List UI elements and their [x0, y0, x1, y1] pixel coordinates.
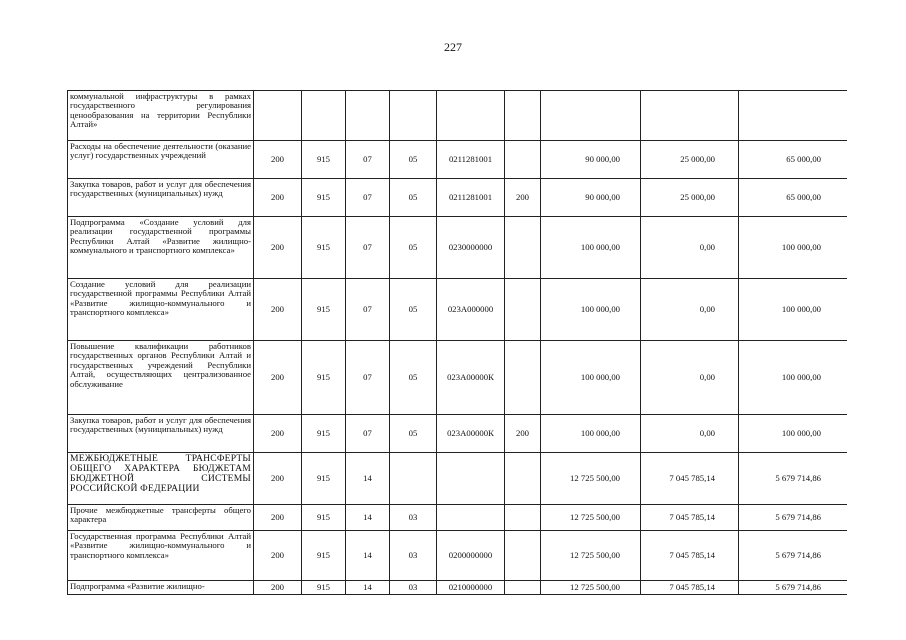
cell-amount-executed: 7 045 785,14 [641, 453, 739, 505]
cell-ministry-code: 915 [302, 531, 346, 581]
cell-admin-code: 200 [254, 217, 302, 279]
cell-ministry-code: 915 [302, 179, 346, 217]
row-description: Расходы на обеспечение деятельности (оказание услуг) государственных учреждений [68, 141, 254, 179]
cell-target-article: 023А00000К [437, 415, 505, 453]
cell-subsection [390, 91, 437, 141]
row-description: Прочие межбюджетные трансферты общего характера [68, 505, 254, 531]
cell-admin-code: 200 [254, 415, 302, 453]
cell-subsection: 03 [390, 581, 437, 595]
cell-target-article [437, 505, 505, 531]
cell-admin-code: 200 [254, 531, 302, 581]
cell-expense-type [505, 91, 541, 141]
table-row [68, 531, 848, 581]
table-row [68, 141, 848, 179]
cell-target-article: 0200000000 [437, 531, 505, 581]
row-description: Подпрограмма «Создание условий для реализации государственной программы Республики Алтай «Развитие жилищно-коммунального и транспортного комплекса» [68, 217, 254, 279]
cell-expense-type [505, 453, 541, 505]
cell-subsection: 03 [390, 505, 437, 531]
row-description: коммунальной инфраструктуры в рамках государственного регулирования ценообразования на территории Республики Алтай» [68, 91, 254, 141]
cell-expense-type [505, 141, 541, 179]
cell-target-article: 023А000000 [437, 279, 505, 341]
cell-ministry-code: 915 [302, 279, 346, 341]
cell-section: 07 [346, 415, 390, 453]
cell-ministry-code [302, 91, 346, 141]
cell-section: 07 [346, 341, 390, 415]
cell-section: 07 [346, 179, 390, 217]
cell-target-article: 0211281001 [437, 179, 505, 217]
table-row [68, 279, 848, 341]
cell-subsection: 05 [390, 217, 437, 279]
cell-amount-remaining: 100 000,00 [739, 415, 848, 453]
cell-admin-code: 200 [254, 179, 302, 217]
cell-amount-remaining: 5 679 714,86 [739, 453, 848, 505]
cell-ministry-code: 915 [302, 341, 346, 415]
cell-target-article: 0210000000 [437, 581, 505, 595]
cell-admin-code: 200 [254, 141, 302, 179]
cell-subsection: 05 [390, 141, 437, 179]
cell-amount-executed: 0,00 [641, 415, 739, 453]
budget-table [67, 90, 847, 595]
cell-expense-type [505, 531, 541, 581]
row-description: Создание условий для реализации государственной программы Республики Алтай «Развитие жилищно-коммунального и транспортного комплекса» [68, 279, 254, 341]
row-description: МЕЖБЮДЖЕТНЫЕ ТРАНСФЕРТЫ ОБЩЕГО ХАРАКТЕРА БЮДЖЕТАМ БЮДЖЕТНОЙ СИСТЕМЫ РОССИЙСКОЙ ФЕДЕРАЦИИ [68, 453, 254, 505]
cell-subsection: 05 [390, 415, 437, 453]
cell-expense-type [505, 279, 541, 341]
table-row [68, 179, 848, 217]
cell-amount-executed: 25 000,00 [641, 179, 739, 217]
cell-amount-plan: 90 000,00 [541, 179, 641, 217]
table-row [68, 341, 848, 415]
cell-amount-executed: 7 045 785,14 [641, 505, 739, 531]
cell-admin-code: 200 [254, 505, 302, 531]
cell-amount-remaining: 100 000,00 [739, 279, 848, 341]
row-description: Закупка товаров, работ и услуг для обеспечения государственных (муниципальных) нужд [68, 179, 254, 217]
cell-section: 14 [346, 453, 390, 505]
cell-section: 07 [346, 217, 390, 279]
cell-ministry-code: 915 [302, 415, 346, 453]
cell-expense-type: 200 [505, 179, 541, 217]
cell-admin-code: 200 [254, 279, 302, 341]
cell-amount-plan [541, 91, 641, 141]
cell-target-article [437, 91, 505, 141]
cell-section: 14 [346, 581, 390, 595]
cell-amount-remaining: 65 000,00 [739, 141, 848, 179]
cell-ministry-code: 915 [302, 581, 346, 595]
cell-admin-code [254, 91, 302, 141]
table-row [68, 415, 848, 453]
cell-amount-plan: 12 725 500,00 [541, 453, 641, 505]
cell-amount-plan: 12 725 500,00 [541, 531, 641, 581]
cell-admin-code: 200 [254, 453, 302, 505]
table-row [68, 217, 848, 279]
cell-amount-plan: 100 000,00 [541, 217, 641, 279]
cell-subsection: 05 [390, 341, 437, 415]
cell-ministry-code: 915 [302, 217, 346, 279]
table-row [68, 91, 848, 141]
cell-ministry-code: 915 [302, 141, 346, 179]
row-description: Государственная программа Республики Алтай «Развитие жилищно-коммунального и транспортного комплекса» [68, 531, 254, 581]
cell-amount-remaining: 5 679 714,86 [739, 531, 848, 581]
cell-target-article: 023А00000К [437, 341, 505, 415]
cell-amount-remaining: 100 000,00 [739, 341, 848, 415]
cell-amount-remaining: 100 000,00 [739, 217, 848, 279]
cell-ministry-code: 915 [302, 453, 346, 505]
cell-amount-executed: 25 000,00 [641, 141, 739, 179]
cell-amount-plan: 100 000,00 [541, 415, 641, 453]
cell-subsection: 05 [390, 279, 437, 341]
cell-expense-type [505, 505, 541, 531]
cell-expense-type [505, 341, 541, 415]
cell-section: 14 [346, 531, 390, 581]
cell-amount-executed: 7 045 785,14 [641, 531, 739, 581]
cell-amount-plan: 12 725 500,00 [541, 581, 641, 595]
cell-target-article: 0230000000 [437, 217, 505, 279]
cell-amount-plan: 100 000,00 [541, 341, 641, 415]
row-description: Повышение квалификации работников государственных органов Республики Алтай и государственных учреждений Республики Алтай, осуществляющих централизованное обслуживание [68, 341, 254, 415]
table-row [68, 505, 848, 531]
row-description: Закупка товаров, работ и услуг для обеспечения государственных (муниципальных) нужд [68, 415, 254, 453]
cell-amount-plan: 100 000,00 [541, 279, 641, 341]
page-number: 227 [444, 40, 462, 54]
cell-amount-remaining: 5 679 714,86 [739, 581, 848, 595]
cell-section: 07 [346, 279, 390, 341]
cell-ministry-code: 915 [302, 505, 346, 531]
cell-amount-plan: 12 725 500,00 [541, 505, 641, 531]
row-description: Подпрограмма «Развитие жилищно- [68, 581, 254, 595]
cell-amount-executed: 0,00 [641, 341, 739, 415]
cell-amount-executed: 7 045 785,14 [641, 581, 739, 595]
cell-subsection: 05 [390, 179, 437, 217]
cell-expense-type [505, 581, 541, 595]
cell-section [346, 91, 390, 141]
cell-subsection: 03 [390, 531, 437, 581]
cell-section: 07 [346, 141, 390, 179]
cell-subsection [390, 453, 437, 505]
cell-expense-type: 200 [505, 415, 541, 453]
cell-amount-remaining: 5 679 714,86 [739, 505, 848, 531]
cell-amount-executed [641, 91, 739, 141]
cell-amount-executed: 0,00 [641, 279, 739, 341]
cell-amount-remaining: 65 000,00 [739, 179, 848, 217]
cell-amount-remaining [739, 91, 848, 141]
cell-expense-type [505, 217, 541, 279]
cell-admin-code: 200 [254, 341, 302, 415]
cell-amount-plan: 90 000,00 [541, 141, 641, 179]
cell-target-article [437, 453, 505, 505]
cell-admin-code: 200 [254, 581, 302, 595]
budget-table-container [67, 90, 847, 622]
cell-amount-executed: 0,00 [641, 217, 739, 279]
cell-target-article: 0211281001 [437, 141, 505, 179]
table-row [68, 581, 848, 595]
cell-section: 14 [346, 505, 390, 531]
table-row [68, 453, 848, 505]
